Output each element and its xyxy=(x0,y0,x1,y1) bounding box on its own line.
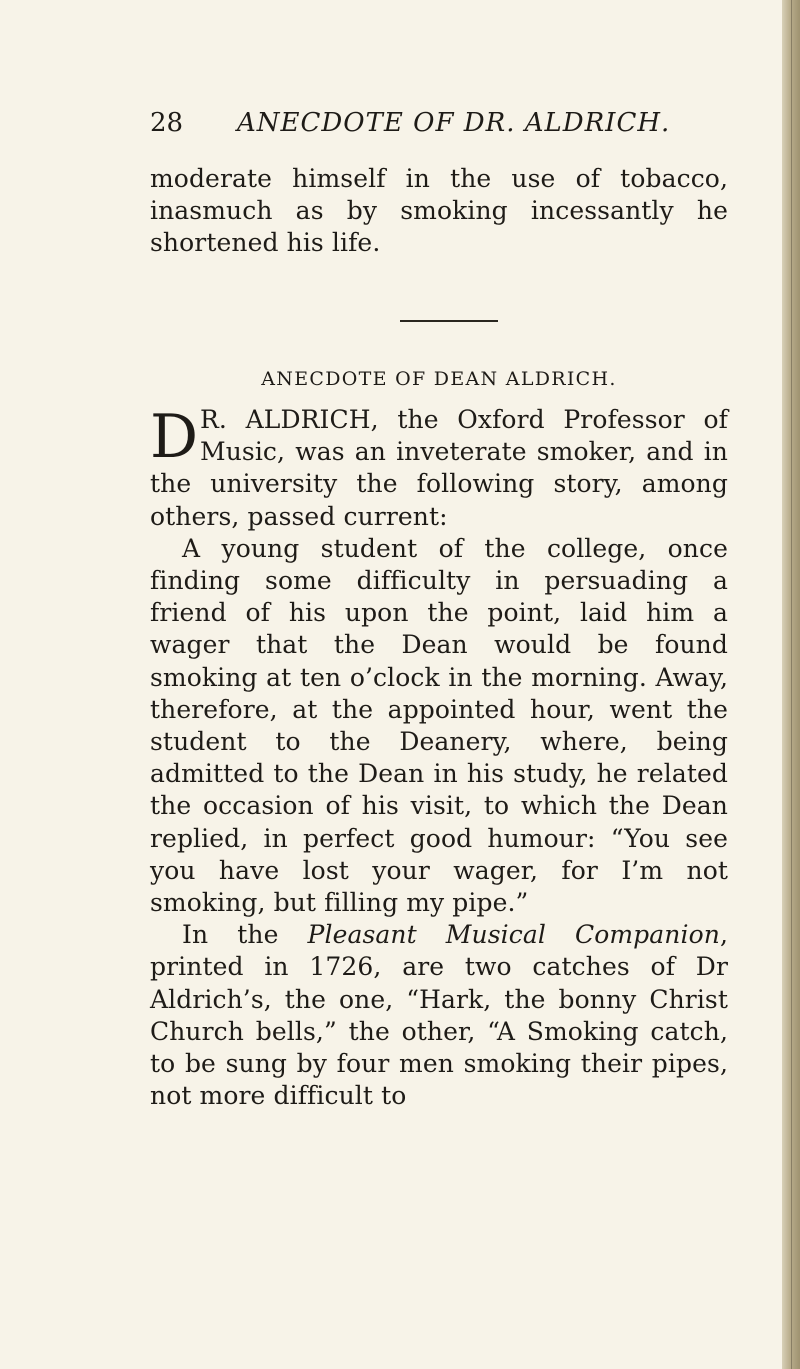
page-edge-line xyxy=(791,0,792,1369)
opening-text xyxy=(150,163,728,260)
paragraph-3 xyxy=(150,919,728,1112)
paragraph-3-intro: In the xyxy=(182,920,308,950)
paragraph-2: A young student of the college, once finding some difficulty in persuading a friend of his upon the point, laid him a wager that the Dean would be found smoking at ten o’clock in the morning. Away, therefore, at the appointed hour, went the student to the Deanery, where, being admitted to the Dean in his study, he related the occasion of his visit, to which the Dean replied, in perfect good humour: “You see you have lost your wager, for I’m not smoking, but filling my pipe.” xyxy=(150,533,728,918)
running-head xyxy=(150,103,750,143)
running-head-title: ANECDOTE OF DR. ALDRICH. xyxy=(237,108,671,138)
book-title: Pleasant Musical Companion xyxy=(307,920,720,950)
anecdote-body xyxy=(150,404,728,1112)
paragraph-3-text: , printed in 1726, are two catches of Dr Aldrich’s, the one, “Hark, the bonny Christ Church bells,” the other, “A Smoking catch, to be sung by four men smoking their pipes, not more difficult to xyxy=(150,920,728,1111)
paragraph-1 xyxy=(150,404,728,533)
opening-paragraph: moderate himself in the use of tobacco, inasmuch as by smoking incessantly he shortened his life. xyxy=(150,164,728,258)
section-heading: ANECDOTE OF DEAN ALDRICH. xyxy=(261,368,617,390)
page-number: 28 xyxy=(150,108,184,138)
drop-cap: D xyxy=(150,402,199,472)
section-divider xyxy=(400,320,498,322)
paragraph-1-text: R. ALDRICH, the Oxford Professor of Music, was an inveterate smoker, and in the university the following story, among others, passed current: xyxy=(150,405,728,531)
